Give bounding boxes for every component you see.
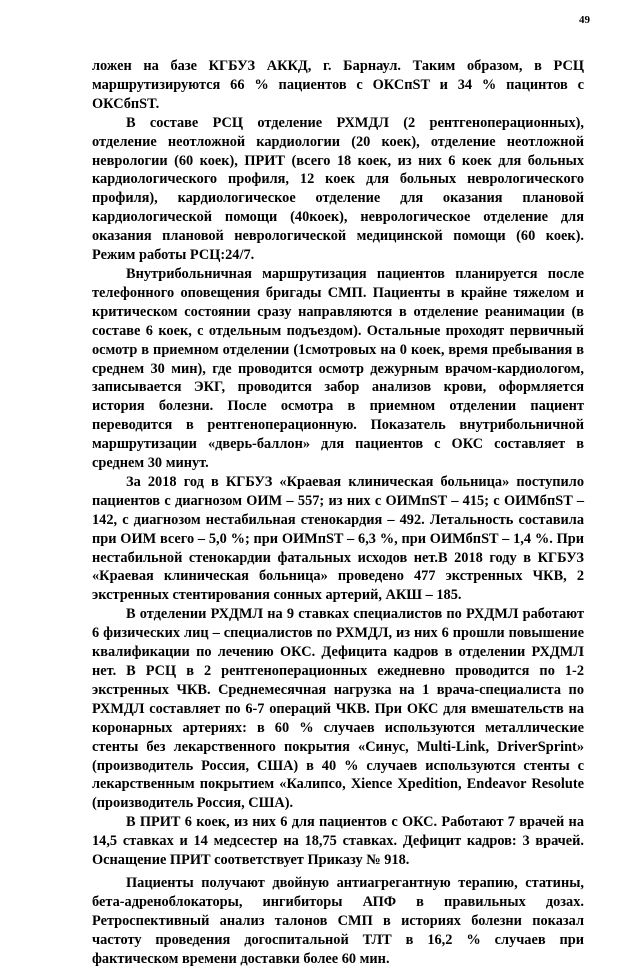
body-text [92, 57, 584, 969]
paragraph-prit: В ПРИТ 6 коек, из них 6 для пациентов с ОКС. Работают 7 врачей на 14,5 ставках и 14 медсестер на 18,75 ставках. Дефицит кадров: 3 врачей. Оснащение ПРИТ соответствует Приказу № 918. [92, 814, 584, 869]
paragraph-rhdml-department: В отделении РХДМЛ на 9 ставках специалистов по РХДМЛ работают 6 физических лиц – специалистов по РХМДЛ, из них 6 прошли повышение квалификации по лечению ОКС. Дефицита кадров в отделении РХДМЛ нет. В РСЦ в 2 рентгеноперационных ежедневно проводится по 1-2 экстренных ЧКВ. Среднемесячная нагрузка на 1 врача-специалиста по РХМДЛ составляет по 6-7 операций ЧКВ. При ОКС для вмешательств на коронарных артериях: в 60 % случаев используются металлические стенты без лекарственного покрытия «Синус, Multi-Link, DriverSprint» (производитель Россия, США) в 40 % случаев используются стенты с лекарственным покрытием «Калипсо, Xience Xpedition, Endeavor Resolute (производитель Россия, США). [92, 606, 584, 812]
paragraph-continuation: ложен на базе КГБУЗ АККД, г. Барнаул. Таким образом, в РСЦ маршрутизируются 66 % пациентов с ОКСпST и 34 % пацинтов с ОКСбпST. [92, 58, 584, 112]
page-number: 49 [579, 14, 590, 26]
paragraph-statistics-2018: За 2018 год в КГБУЗ «Краевая клиническая больница» поступило пациентов с диагнозом ОИМ – 557; из них с ОИМпST – 415; с ОИМбпST – 142, с диагнозом нестабильная стенокардия – 492. Летальность составила при ОИМ всего – 5,0 %; при ОИМпST – 6,3 %, при ОИМбпST – 1,4 %. При нестабильной стенокардии фатальных исходов нет.В 2018 году в КГБУЗ «Краевая клиническая больница» проведено 477 экстренных ЧКВ, 2 экстренных стентирования сонных артерий, АКШ – 185. [92, 473, 584, 604]
paragraph-routing: Внутрибольничная маршрутизация пациентов планируется после телефонного оповещения бригады СМП. Пациенты в крайне тяжелом и критическом состоянии сразу направляются в отделение реанимации (в составе 6 коек, с отдельным подъездом). Остальные проходят первичный осмотр в приемном отделении (1смотровых на 0 коек, время пребывания в среднем 30 мин), где проводится осмотр дежурным врачом-кардиологом, записывается ЭКГ, проводится забор анализов крови, оформляется история болезни. После осмотра в приемном отделении пациент переводится в рентгеноперационную. Показатель внутрибольничной маршрутизации «дверь-баллон» для пациентов с ОКС составляет в среднем 30 минут. [92, 265, 584, 472]
paragraph-rsc-structure: В составе РСЦ отделение РХМДЛ (2 рентгеноперационных), отделение неотложной кардиологии (20 коек), отделение неотложной неврологии (60 коек), ПРИТ (всего 18 коек, из них 6 коек для больных кардиологического профиля, 12 коек для больных неврологического профиля), кардиологическое отделение для оказания плановой кардиологической помощи (40коек), неврологическое отделение для оказания плановой неврологической медицинской помощи (60 коек). Режим работы РСЦ:24/7. [92, 114, 584, 264]
paragraph-therapy: Пациенты получают двойную антиагрегантную терапию, статины, бета-адреноблокаторы, ингибиторы АПФ в правильных дозах. Ретроспективный анализ талонов СМП в историях болезни показал частоту проведения догоспитальной ТЛТ в 16,2 % случаев при фактическом времени доставки более 60 мин. [92, 874, 584, 967]
